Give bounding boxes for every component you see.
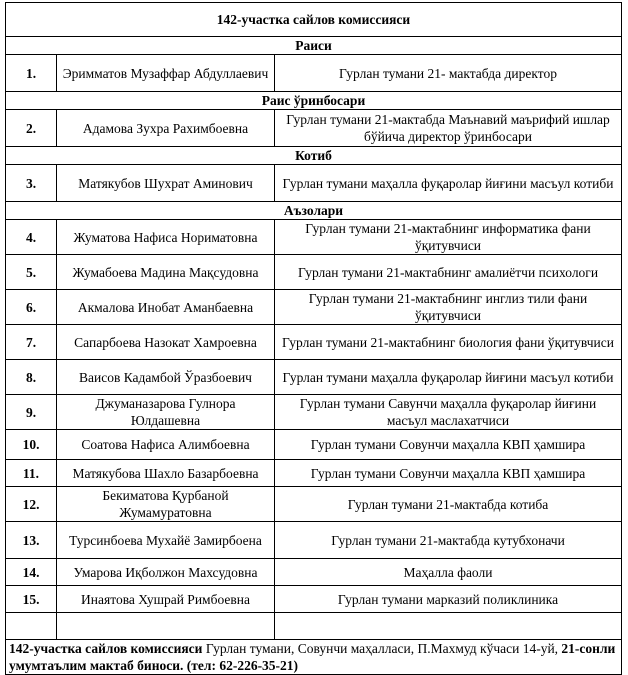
member-position: Гурлан тумани марказий поликлиника	[275, 586, 622, 613]
row-number: 10.	[6, 430, 57, 460]
row-number: 11.	[6, 460, 57, 487]
member-position: Гурлан тумани 21-мактабнинг амалиётчи психологи	[275, 255, 622, 290]
row-number: 5.	[6, 255, 57, 290]
member-name: Турсинбоева Мухайё Замирбоена	[57, 522, 275, 559]
table-row	[6, 255, 622, 290]
section-heading: Котиб	[6, 147, 622, 165]
member-position: Маҳалла фаоли	[275, 559, 622, 586]
table-row	[6, 613, 622, 640]
section-heading-members	[6, 202, 622, 220]
member-name: Матякубова Шахло Базарбоевна	[57, 460, 275, 487]
member-name: Акмалова Инобат Аманбаевна	[57, 290, 275, 325]
member-name: Умарова Иқболжон Махсудовна	[57, 559, 275, 586]
member-name: Бекиматова Қурбаной Жумамуратовна	[57, 487, 275, 522]
table-row	[6, 220, 622, 255]
row-number	[6, 613, 57, 640]
member-position: Гурлан тумани Совунчи маҳалла КВП ҳамшира	[275, 430, 622, 460]
member-name: Джуманазарова Гулнора Юлдашевна	[57, 395, 275, 430]
footer-row	[6, 640, 622, 675]
member-name: Жумабоева Мадина Мақсудовна	[57, 255, 275, 290]
address-text: Гурлан тумани, Совунчи маҳалласи, П.Махмуд кўчаси 14-уй,	[202, 641, 562, 656]
table-row	[6, 559, 622, 586]
table-row	[6, 360, 622, 395]
member-name: Адамова Зухра Рахимбоевна	[57, 110, 275, 147]
member-name: Соатова Нафиса Алимбоевна	[57, 430, 275, 460]
member-position: Гурлан тумани Совунчи маҳалла КВП ҳамшира	[275, 460, 622, 487]
table-row	[6, 165, 622, 202]
member-name: Сапарбоева Назокат Хамроевна	[57, 325, 275, 360]
member-position: Гурлан тумани 21-мактабда котиба	[275, 487, 622, 522]
table-row	[6, 290, 622, 325]
member-name: Матякубов Шухрат Аминович	[57, 165, 275, 202]
member-name: Ваисов Кадамбой Ўразбоевич	[57, 360, 275, 395]
member-position: Гурлан тумани 21-мактабнинг инглиз тили фани ўқитувчиси	[275, 290, 622, 325]
section-heading: Аъзолари	[6, 202, 622, 220]
table-row	[6, 55, 622, 92]
address-commission-name: 142-участка сайлов комиссияси	[9, 641, 203, 656]
section-heading: Раис ўринбосари	[6, 92, 622, 110]
member-position: Гурлан тумани 21-мактабнинг биология фани ўқитувчиси	[275, 325, 622, 360]
table-row	[6, 110, 622, 147]
commission-table	[5, 2, 622, 675]
member-position: Гурлан тумани 21-мактабнинг информатика фани ўқитувчиси	[275, 220, 622, 255]
address-building: 21-сонли умумтаълим мактаб биноси. (тел: 62-226-35-21)	[9, 641, 616, 673]
row-number: 14.	[6, 559, 57, 586]
row-number: 1.	[6, 55, 57, 92]
member-name: Инаятова Хушрай Римбоевна	[57, 586, 275, 613]
member-name: Эримматов Музаффар Абдуллаевич	[57, 55, 275, 92]
row-number: 8.	[6, 360, 57, 395]
member-position: Гурлан тумани Савунчи маҳалла фуқаролар йиғини масъул маслахатчиси	[275, 395, 622, 430]
table-row	[6, 395, 622, 430]
section-heading-secretary	[6, 147, 622, 165]
member-name	[57, 613, 275, 640]
row-number: 7.	[6, 325, 57, 360]
member-position: Гурлан тумани маҳалла фуқаролар йиғини масъул котиби	[275, 165, 622, 202]
row-number: 6.	[6, 290, 57, 325]
row-number: 3.	[6, 165, 57, 202]
member-position: Гурлан тумани 21-мактабда кутубхоначи	[275, 522, 622, 559]
title-row	[6, 3, 622, 37]
commission-address	[6, 640, 622, 675]
commission-title: 142-участка сайлов комиссияси	[6, 3, 622, 37]
member-position: Гурлан тумани маҳалла фуқаролар йиғини масъул котиби	[275, 360, 622, 395]
table-row	[6, 586, 622, 613]
member-position: Гурлан тумани 21-мактабда Маънавий маърифий ишлар бўйича директор ўринбосари	[275, 110, 622, 147]
table-row	[6, 522, 622, 559]
row-number: 4.	[6, 220, 57, 255]
member-position	[275, 613, 622, 640]
section-heading-chairman	[6, 37, 622, 55]
table-row	[6, 487, 622, 522]
row-number: 12.	[6, 487, 57, 522]
member-name: Жуматова Нафиса Нориматовна	[57, 220, 275, 255]
table-row	[6, 430, 622, 460]
table-row	[6, 325, 622, 360]
table-row	[6, 460, 622, 487]
row-number: 15.	[6, 586, 57, 613]
row-number: 13.	[6, 522, 57, 559]
row-number: 9.	[6, 395, 57, 430]
member-position: Гурлан тумани 21- мактабда директор	[275, 55, 622, 92]
row-number: 2.	[6, 110, 57, 147]
section-heading-deputy	[6, 92, 622, 110]
section-heading: Раиси	[6, 37, 622, 55]
